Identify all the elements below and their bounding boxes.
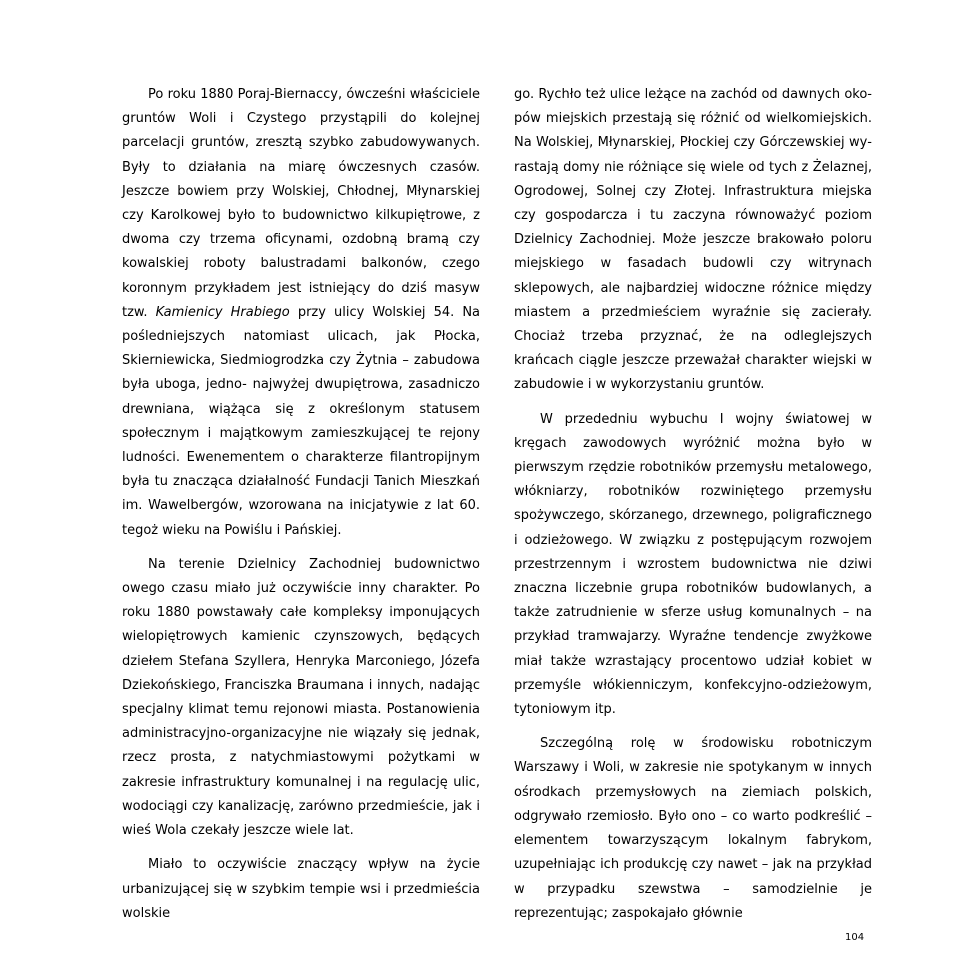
left-text-column	[122, 83, 480, 936]
left-paragraph-1-italic-title: Kamienicy Hrabiego	[155, 304, 290, 320]
page-number: 104	[845, 932, 865, 943]
left-paragraph-1-text-a: Po roku 1880 Poraj-Biernaccy, ówcześni właściciele gruntów Woli i Czystego przystąpili do kolejnej parcelacji gruntów, zresztą szybko zabudowywanych. Były to działania na miarę ówczesnych czasów. Jeszcze bowiem przy Wolskiej, Chłodnej, Młynarskiej czy Karolkowej było to budownictwo kilkupiętrowe, z dwoma czy trzema oficynami, ozdobną bramą czy kowalskiej roboty balustradami balkonów, czego koronnym przykładem jest istniejący do dziś masyw tzw.	[122, 87, 480, 320]
left-paragraph-1	[122, 83, 480, 543]
left-paragraph-1-text-b: przy ulicy Wolskiej 54. Na pośledniejszych natomiast ulicach, jak Płocka, Skierniewicka, Siedmiogrodzka czy Żytnia – zabudowa była uboga, jedno- najwyżej dwupiętrowa, zasadniczo drewniana, wiążąca się z określonym statusem społecznym i majątkowym zamieszkującej te rejony ludności. Ewenementem o charakterze filantropijnym była tu znacząca działalność Fundacji Tanich Mieszkań im. Wawelbergów, wzorowana na inicjatywie z lat 60. tegoż wieku na Powiślu i Pańskiej.	[122, 304, 481, 538]
right-text-column	[514, 83, 872, 936]
right-paragraph-1: go. Rychło też ulice leżące na zachód od dawnych okopów miejskich przestają się różnić od wielkomiejskich. Na Wolskiej, Młynarskiej, Płockiej czy Górczewskiej wyrastają domy nie różniące się wiele od tych z Żelaznej, Ogrodowej, Solnej czy Złotej. Infrastruktura miejska czy gospodarcza i tu zaczyna równoważyć poziom Dzielnicy Zachodniej. Może jeszcze brakowało poloru miejskiego w fasadach budowli czy witrynach sklepowych, ale najbardziej widoczne różnice między miastem a przedmieściem wyraźnie się zacierały. Chociaż trzeba przyznać, że na odleglejszych krańcach ciągle jeszcze przeważał charakter wiejski w zabudowie i w wykorzystaniu gruntów.	[514, 87, 872, 393]
right-paragraph-3: Szczególną rolę w środowisku robotniczym Warszawy i Woli, w zakresie nie spotykanym w innych ośrodkach przemysłowych na ziemiach polskich, odgrywało rzemiosło. Było ono – co warto podkreślić – elementem towarzyszącym lokalnym fabrykom, uzupełniając ich produkcję czy nawet – jak na przykład w przypadku szewstwa – samodzielnie je reprezentując; zaspokajało głównie	[514, 736, 872, 921]
page-number-rule	[834, 922, 835, 960]
left-paragraph-3: Miało to oczywiście znaczący wpływ na życie urbanizującej się w szybkim tempie wsi i przedmieścia wolskie	[122, 857, 480, 921]
right-paragraph-2: W przededniu wybuchu I wojny światowej w kręgach zawodowych wyróżnić można było w pierwszym rzędzie robotników przemysłu metalowego, włókniarzy, robotników rozwiniętego przemysłu spożywczego, skórzanego, drzewnego, poligraficznego i odzieżowego. W związku z postępującym rozwojem przestrzennym i wzrostem budownictwa nie dziwi znaczna liczebnie grupa robotników budowlanych, a także zatrudnienie w sferze usług komunalnych – na przykład tramwajarzy. Wyraźne tendencje zwyżkowe miał także wzrastający procentowo udział kobiet w przemyśle włókienniczym, konfekcyjno-odzieżowym, tytoniowym itp.	[514, 411, 872, 718]
left-paragraph-2: Na terenie Dzielnicy Zachodniej budownictwo owego czasu miało już oczywiście inny charakter. Po roku 1880 powstawały całe kompleksy imponujących wielopiętrowych kamienic czynszowych, będących dziełem Stefana Szyllera, Henryka Marconiego, Józefa Dziekońskiego, Franciszka Braumana i innych, nadając specjalny klimat temu rejonowi miasta. Postanowienia administracyjno-organizacyjne nie wiązały się jednak, rzecz prosta, z natychmiastowymi pożytkami w zakresie infrastruktury komunalnej i na regulację ulic, wodociągi czy kanalizację, zarówno przedmieście, jak i wieś Wola czekały jeszcze wiele lat.	[122, 556, 480, 839]
